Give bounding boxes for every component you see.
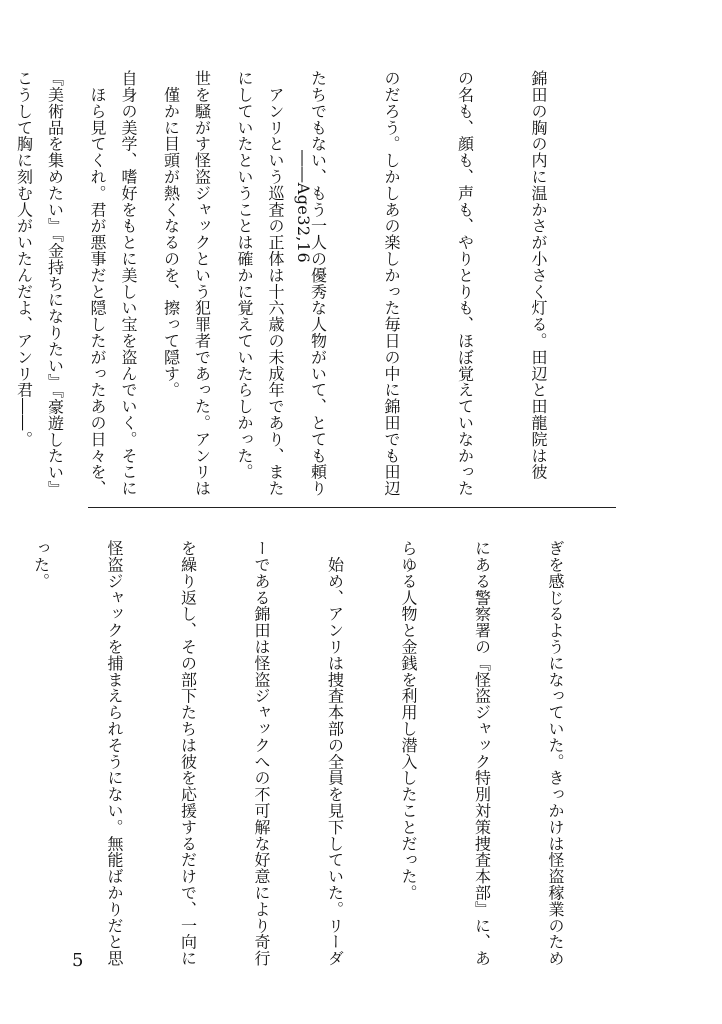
text-column: にある警察署の『怪盗ジャック特別対策捜査本部』に、あ [472,540,492,967]
age-heading-text: ――Age32,16 [294,150,313,264]
text-column: ぎを感じるようになっていた。きっかけは怪盗稼業のため [546,540,565,967]
bottom-passage [31,540,616,967]
text-column: 『美術品を集めたい』『金持ちになりたい』『豪遊したい』 [45,70,65,497]
text-column: った。 [31,540,51,590]
text-column: ほら見てくれ。君が悪事だと隠したがったあの日々を、 [88,70,107,497]
text-column: アンリという巡査の正体は十六歳の未成年であり、また [266,70,285,497]
text-column: 世を騒がす怪盗ジャックという犯罪者であった。アンリは [192,70,212,497]
text-column: らゆる人物と金銭を利用し潜入したことだった。 [399,540,418,901]
section-divider [88,507,616,508]
text-column: 始め、アンリは捜査本部の全員を見下していた。リーダ [325,540,345,967]
text-column: こうして胸に刻む人がいたんだよ、アンリ君――。 [14,70,34,448]
text-column: ーである錦田は怪盗ジャックへの不可解な好意により奇行 [252,540,271,967]
text-column: の名も、顔も、声も、やりとりも、ほぼ覚えていなかった [455,70,475,497]
text-column: 怪盗ジャックを捕まえられそうにない。無能ばかりだと思 [105,540,124,967]
text-column: のだろう。しかしあの楽しかった毎日の中に錦田でも田辺 [382,70,401,497]
page-number: 5 [72,950,84,971]
text-column: 自身の美学、嗜好をもとに美しい宝を盗んでいく。そこに [119,70,138,497]
text-column: 僅かに目頭が熱くなるのを、擦って隠す。 [161,70,181,398]
text-column: 錦田の胸の内に温かさが小さく灯る。田辺と田龍院は彼 [529,70,548,480]
text-column: を繰り返し、その部下たちは彼を応援するだけで、一向に [178,540,198,967]
text-column: にしていたということは確かに覚えていたらしかった。 [235,70,254,480]
text-column: たちでもない、もう一人の優秀な人物がいて、とても頼り [308,70,328,497]
top-passage-b [45,70,336,497]
